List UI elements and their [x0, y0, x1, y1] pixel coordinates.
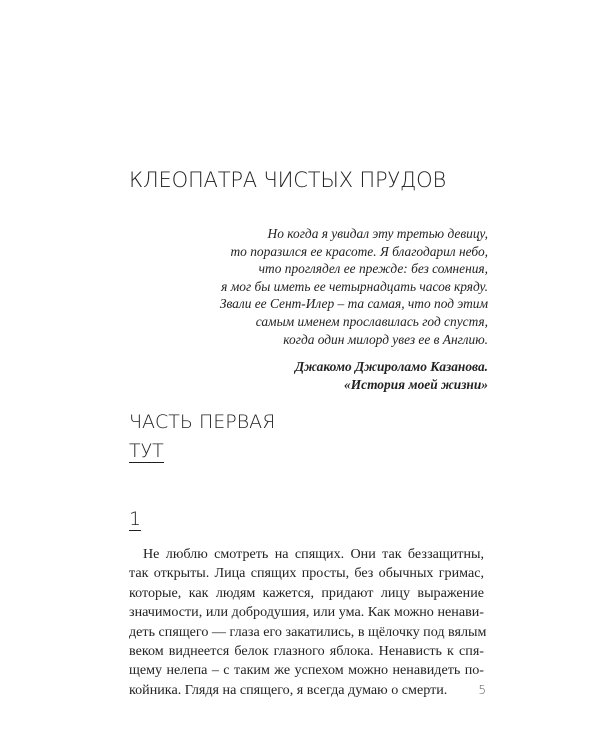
body-line: которые, как людям кажется, придают лицу выражение: [129, 584, 484, 601]
epigraph-attribution: [108, 358, 488, 393]
body-line: веком виднеется белок глазного яблока. Ненависть к спя-: [129, 643, 484, 660]
page-number: 5: [478, 683, 486, 697]
part-subtitle: ТУТ: [129, 440, 164, 462]
epigraph-line: Но когда я увидал эту третью девицу,: [267, 226, 488, 241]
epigraph: [108, 225, 488, 393]
body-line: деть спящего — глаза его закатились, в щёлочку под вялым: [129, 623, 487, 640]
body-line: щему нелепа – с таким же успехом можно ненавидеть по-: [129, 662, 484, 679]
chapter-number: 1: [129, 508, 142, 530]
body-line: значимости, или добродушия, или ума. Как можно ненави-: [129, 604, 484, 621]
body-line: койника. Глядя на спящего, я всегда думаю о смерти.: [129, 681, 448, 698]
chapter-body: [129, 545, 487, 700]
epigraph-author: Джакомо Джироламо Казанова.: [294, 359, 488, 375]
epigraph-line: когда один милорд увез ее в Англию.: [283, 331, 488, 347]
epigraph-line: что проглядел ее прежде: без сомнения,: [258, 261, 488, 277]
body-line: Не люблю смотреть на спящих. Они так беззащитны,: [143, 546, 484, 562]
epigraph-line: я мог бы иметь ее четырнадцать часов кряду.: [221, 278, 488, 294]
epigraph-line: Звали ее Сент-Илер – та самая, что под этим: [219, 296, 488, 312]
book-title: КЛЕОПАТРА ЧИСТЫХ ПРУДОВ: [129, 168, 446, 192]
epigraph-line: самым именем прославилась год спустя,: [255, 313, 488, 329]
body-line: так открыты. Лица спящих просты, без обычных гримас,: [129, 565, 484, 582]
epigraph-line: то поразился ее красоте. Я благодарил небо,: [230, 243, 488, 259]
epigraph-source: «История моей жизни»: [344, 376, 488, 392]
part-title: ЧАСТЬ ПЕРВАЯ: [129, 411, 276, 433]
